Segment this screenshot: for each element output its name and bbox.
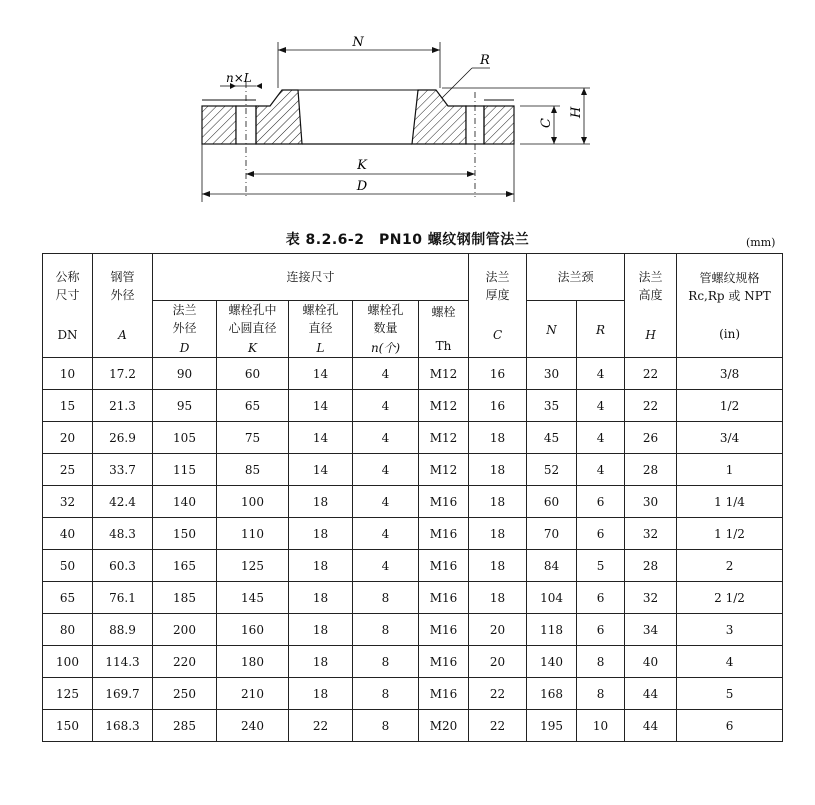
- header-d-label: 法兰 外径: [172, 303, 197, 335]
- header-a-label: 钢管 外径: [110, 269, 135, 302]
- cell-n: 8: [353, 582, 419, 614]
- cell-neck-r: 8: [577, 678, 625, 710]
- cell-k: 60: [217, 358, 289, 390]
- table-row: [43, 550, 783, 582]
- cell-dn: 10: [43, 358, 93, 390]
- flange-left-section: [202, 90, 302, 144]
- cell-c: 22: [469, 678, 527, 710]
- cell-dn: 15: [43, 390, 93, 422]
- cell-d: 250: [153, 678, 217, 710]
- cell-c: 18: [469, 454, 527, 486]
- table-row: [43, 710, 783, 742]
- cell-thread: 6: [677, 710, 783, 742]
- cell-th: M12: [419, 454, 469, 486]
- cell-neck-n: 104: [527, 582, 577, 614]
- cell-thread: 1: [677, 454, 783, 486]
- table-row: [43, 518, 783, 550]
- cell-h: 44: [625, 710, 677, 742]
- table-row: [43, 486, 783, 518]
- cell-c: 20: [469, 646, 527, 678]
- cell-c: 18: [469, 518, 527, 550]
- cell-c: 18: [469, 550, 527, 582]
- cell-neck-r: 4: [577, 422, 625, 454]
- header-neck-n-sym: N: [546, 323, 557, 337]
- cell-d: 165: [153, 550, 217, 582]
- cell-th: M16: [419, 646, 469, 678]
- header-h-sym: H: [645, 327, 656, 342]
- cell-c: 16: [469, 390, 527, 422]
- cell-neck-n: 195: [527, 710, 577, 742]
- label-H: H: [569, 106, 584, 118]
- cell-thread: 2: [677, 550, 783, 582]
- cell-neck-r: 4: [577, 454, 625, 486]
- header-h: [625, 254, 677, 358]
- cell-dn: 25: [43, 454, 93, 486]
- cell-l: 18: [289, 614, 353, 646]
- header-a: [93, 254, 153, 358]
- cell-n: 4: [353, 422, 419, 454]
- header-k: [217, 301, 289, 358]
- cell-th: M12: [419, 358, 469, 390]
- cell-h: 22: [625, 390, 677, 422]
- cell-n: 4: [353, 390, 419, 422]
- cell-thread: 3/8: [677, 358, 783, 390]
- cell-c: 18: [469, 486, 527, 518]
- label-D: D: [356, 179, 368, 194]
- cell-thread: 3: [677, 614, 783, 646]
- header-n-label: 螺栓孔 数量: [367, 303, 404, 335]
- cell-th: M20: [419, 710, 469, 742]
- cell-neck-n: 118: [527, 614, 577, 646]
- cell-l: 18: [289, 518, 353, 550]
- cell-th: M12: [419, 390, 469, 422]
- table-row: [43, 582, 783, 614]
- label-R: R: [480, 53, 490, 68]
- header-n: [353, 301, 419, 358]
- cell-k: 110: [217, 518, 289, 550]
- cell-k: 160: [217, 614, 289, 646]
- cell-l: 18: [289, 486, 353, 518]
- cell-d: 150: [153, 518, 217, 550]
- cell-n: 4: [353, 454, 419, 486]
- header-l-sym: L: [316, 341, 325, 355]
- header-d-sym: D: [179, 341, 190, 355]
- cell-d: 185: [153, 582, 217, 614]
- cell-n: 4: [353, 358, 419, 390]
- cell-a: 42.4: [93, 486, 153, 518]
- flange-table: [42, 253, 783, 742]
- cell-l: 14: [289, 390, 353, 422]
- table-row: [43, 678, 783, 710]
- cell-l: 22: [289, 710, 353, 742]
- cell-a: 48.3: [93, 518, 153, 550]
- header-th-sym: Th: [435, 339, 452, 353]
- cell-thread: 1 1/4: [677, 486, 783, 518]
- cell-k: 85: [217, 454, 289, 486]
- cell-dn: 100: [43, 646, 93, 678]
- cell-a: 114.3: [93, 646, 153, 678]
- cell-h: 32: [625, 582, 677, 614]
- cell-n: 4: [353, 518, 419, 550]
- cell-n: 8: [353, 646, 419, 678]
- cell-a: 76.1: [93, 582, 153, 614]
- cell-k: 240: [217, 710, 289, 742]
- cell-th: M12: [419, 422, 469, 454]
- cell-th: M16: [419, 518, 469, 550]
- cell-d: 220: [153, 646, 217, 678]
- header-th: [419, 301, 469, 358]
- table-row: [43, 358, 783, 390]
- cell-th: M16: [419, 582, 469, 614]
- cell-dn: 65: [43, 582, 93, 614]
- cell-neck-n: 52: [527, 454, 577, 486]
- cell-h: 30: [625, 486, 677, 518]
- table-row: [43, 646, 783, 678]
- header-c-sym: C: [492, 327, 503, 342]
- cell-d: 200: [153, 614, 217, 646]
- cell-neck-n: 70: [527, 518, 577, 550]
- table-body: [43, 358, 783, 742]
- cell-h: 22: [625, 358, 677, 390]
- cell-thread: 5: [677, 678, 783, 710]
- table-row: [43, 614, 783, 646]
- cell-a: 17.2: [93, 358, 153, 390]
- cell-dn: 150: [43, 710, 93, 742]
- cell-th: M16: [419, 550, 469, 582]
- label-C: C: [539, 118, 554, 128]
- label-K: K: [357, 158, 367, 173]
- cell-thread: 3/4: [677, 422, 783, 454]
- cell-h: 40: [625, 646, 677, 678]
- unit-label: (mm): [746, 236, 776, 249]
- cell-a: 169.7: [93, 678, 153, 710]
- header-dn-label: 公称 尺寸: [55, 269, 80, 302]
- cell-a: 21.3: [93, 390, 153, 422]
- header-dn: [43, 254, 93, 358]
- cell-neck-n: 35: [527, 390, 577, 422]
- cell-n: 4: [353, 486, 419, 518]
- header-thread: [677, 254, 783, 358]
- cell-th: M16: [419, 486, 469, 518]
- cell-a: 33.7: [93, 454, 153, 486]
- header-thread-sym: (in): [719, 326, 741, 341]
- cell-l: 18: [289, 582, 353, 614]
- cell-n: 8: [353, 678, 419, 710]
- cell-l: 18: [289, 550, 353, 582]
- cell-h: 28: [625, 550, 677, 582]
- cell-c: 20: [469, 614, 527, 646]
- cell-neck-r: 10: [577, 710, 625, 742]
- cell-l: 18: [289, 678, 353, 710]
- header-thread-label: 管螺纹规格 Rc,Rp 或 NPT: [688, 270, 771, 303]
- cell-c: 16: [469, 358, 527, 390]
- header-neck-n: [527, 301, 577, 358]
- header-dn-sym: DN: [57, 327, 78, 342]
- cell-neck-r: 5: [577, 550, 625, 582]
- header-neck: 法兰颈: [527, 254, 625, 301]
- cell-dn: 20: [43, 422, 93, 454]
- header-k-label: 螺栓孔中 心圆直径: [228, 303, 277, 335]
- cell-th: M16: [419, 678, 469, 710]
- cell-th: M16: [419, 614, 469, 646]
- cell-neck-n: 60: [527, 486, 577, 518]
- cell-dn: 125: [43, 678, 93, 710]
- table-row: [43, 390, 783, 422]
- cell-d: 105: [153, 422, 217, 454]
- cell-h: 26: [625, 422, 677, 454]
- cell-h: 44: [625, 678, 677, 710]
- cell-h: 32: [625, 518, 677, 550]
- cell-d: 115: [153, 454, 217, 486]
- cell-neck-r: 6: [577, 518, 625, 550]
- cell-k: 65: [217, 390, 289, 422]
- flange-right-section: [412, 90, 514, 144]
- cell-k: 125: [217, 550, 289, 582]
- cell-neck-n: 45: [527, 422, 577, 454]
- cell-k: 210: [217, 678, 289, 710]
- cell-d: 90: [153, 358, 217, 390]
- cell-c: 18: [469, 582, 527, 614]
- cell-a: 26.9: [93, 422, 153, 454]
- cell-dn: 40: [43, 518, 93, 550]
- cell-k: 180: [217, 646, 289, 678]
- table-row: [43, 422, 783, 454]
- cell-l: 14: [289, 454, 353, 486]
- table-caption: 表 8.2.6-2 PN10 螺纹钢制管法兰: [285, 232, 530, 248]
- cell-neck-n: 84: [527, 550, 577, 582]
- cell-a: 88.9: [93, 614, 153, 646]
- header-d: [153, 301, 217, 358]
- label-nxL: n×L: [226, 71, 252, 85]
- table-row: [43, 454, 783, 486]
- cell-n: 8: [353, 710, 419, 742]
- header-h-label: 法兰 高度: [638, 269, 663, 302]
- header-l: [289, 301, 353, 358]
- cell-thread: 1/2: [677, 390, 783, 422]
- cell-thread: 2 1/2: [677, 582, 783, 614]
- header-l-label: 螺栓孔 直径: [302, 303, 339, 335]
- flange-drawing: [190, 22, 620, 207]
- cell-l: 14: [289, 422, 353, 454]
- cell-neck-r: 4: [577, 390, 625, 422]
- cell-h: 28: [625, 454, 677, 486]
- cell-neck-n: 30: [527, 358, 577, 390]
- cell-neck-n: 140: [527, 646, 577, 678]
- label-N: N: [352, 35, 364, 50]
- cell-c: 18: [469, 422, 527, 454]
- cell-d: 95: [153, 390, 217, 422]
- cell-d: 285: [153, 710, 217, 742]
- cell-k: 100: [217, 486, 289, 518]
- header-connect: 连接尺寸: [153, 254, 469, 301]
- cell-neck-n: 168: [527, 678, 577, 710]
- cell-l: 18: [289, 646, 353, 678]
- cell-h: 34: [625, 614, 677, 646]
- cell-dn: 50: [43, 550, 93, 582]
- cell-c: 22: [469, 710, 527, 742]
- cell-n: 8: [353, 614, 419, 646]
- cell-a: 168.3: [93, 710, 153, 742]
- header-c-label: 法兰 厚度: [485, 269, 510, 302]
- cell-neck-r: 4: [577, 358, 625, 390]
- cell-neck-r: 6: [577, 582, 625, 614]
- cell-d: 140: [153, 486, 217, 518]
- cell-l: 14: [289, 358, 353, 390]
- cell-dn: 80: [43, 614, 93, 646]
- header-n-sym: n(个): [370, 341, 401, 355]
- cell-k: 75: [217, 422, 289, 454]
- cell-thread: 4: [677, 646, 783, 678]
- header-c: [469, 254, 527, 358]
- header-neck-r: [577, 301, 625, 358]
- header-k-sym: K: [248, 341, 257, 355]
- cell-neck-r: 6: [577, 614, 625, 646]
- cell-a: 60.3: [93, 550, 153, 582]
- cell-dn: 32: [43, 486, 93, 518]
- cell-thread: 1 1/2: [677, 518, 783, 550]
- header-neck-r-sym: R: [596, 323, 606, 337]
- header-th-label: 螺栓: [431, 305, 456, 319]
- cell-n: 4: [353, 550, 419, 582]
- cell-neck-r: 6: [577, 486, 625, 518]
- cell-neck-r: 8: [577, 646, 625, 678]
- header-a-sym: A: [118, 327, 127, 342]
- cell-k: 145: [217, 582, 289, 614]
